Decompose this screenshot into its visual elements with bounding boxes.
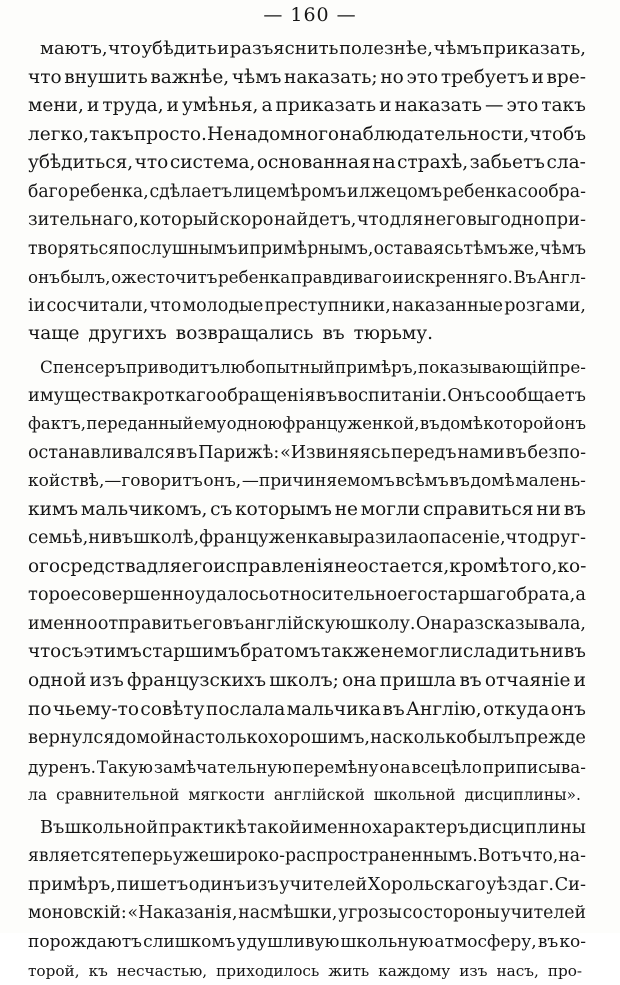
text-line: маютъ, что убѣдить и разъяснить полезнѣе, чѣмъ приказать, [28,35,586,64]
text-line: ого средства для его исправленія не остается, кромѣ того, ко- [28,553,586,582]
text-line: іи сосчитали, что молодые преступники, наказанные розгами, [28,292,586,321]
text-line: одной изъ французскихъ школъ; она пришла въ отчаяніе и [28,667,586,696]
text-line: моновскій: «Наказанія, насмѣшки, угрозы со стороны учителей [28,899,586,928]
text-line: зительнаго, который скоро найдетъ, что для него выгодно при- [28,206,586,235]
text-line: баго ребенка, сдѣлаетъ лицемѣромъ и лжецомъ ребенка сообра- [28,178,586,207]
text-line: по чьему-то совѣту послала мальчика въ Англію, откуда онъ [28,696,586,725]
text-line: примѣръ, пишетъ одинъ изъ учителей Хорольскаго уѣзда г. Си- [28,871,586,900]
text-line: онъ былъ, ожесточитъ ребенка правдиваго и искренняго. Въ Англ- [28,263,586,292]
paragraph [28,35,586,349]
text-line: что внушить важнѣе, чѣмъ наказать; но это требуетъ и вре- [28,64,586,93]
text-line: дуренъ. Такую замѣчательную перемѣну она всецѣло приписыва- [28,753,586,782]
text-line: имущества кроткаго обращенія въ воспитаніи. Онъ сообщаетъ [28,382,586,411]
text-line: Спенсеръ приводитъ любопытный примѣръ, показывающій пре- [28,353,586,382]
text-line: убѣдиться, что система, основанная на страхѣ, забьетъ сла- [28,149,586,178]
text-line: торой, къ несчастью, приходилось жить каждому изъ насъ, про- [28,957,586,985]
text-line: Въ школьной практикѣ такой именно характеръ дисциплины [28,814,586,843]
text-line: мени, и труда, и умѣнья, а приказать и наказать — это такъ [28,92,586,121]
text-line: легко, такъ просто. Не надо много наблюдательности, чтобъ [28,121,586,150]
text-line: койствѣ,—говоритъ онъ, —причиняемомъ всѣмъ въ домѣ малень- [28,467,586,496]
text-line: что съ этимъ старшимъ братомъ также не могли сладить ни въ [28,638,586,667]
text-line: именно отправить его въ англійскую школу. Она разсказывала, [28,610,586,639]
page-number: — 160 — [0,3,620,27]
text-line: останавливался въ Парижѣ: «Извиняясь передъ нами въ безпо- [28,439,586,468]
text-line: фактъ, переданный ему одною француженкой, въ домѣ которой онъ [28,410,586,439]
text-line: творяться послушнымъ и примѣрнымъ, оставаясь тѣмъ же, чѣмъ [28,235,586,264]
text-line: ла сравнительной мягкости англійской школьной дисциплины». [28,781,586,810]
text-line: чаще другихъ возвращались въ тюрьму. [28,320,586,349]
paragraph [28,814,586,985]
body-text [28,35,586,985]
paragraph [28,353,586,810]
text-line: вернулся домой настолько хорошимъ, насколько былъ прежде [28,724,586,753]
text-line: кимъ мальчикомъ, съ которымъ не могли справиться ни въ [28,496,586,525]
text-line: торое совершенно удалось относительно его старшаго брата, а [28,581,586,610]
text-line: семьѣ, ни въ школѣ, француженка выразила опасеніе, что друг- [28,524,586,553]
text-line: порождаютъ слишкомъ удушливую школьную атмосферу, въ ко- [28,928,586,957]
text-line: является теперь уже широко-распространеннымъ. Вотъ что, на- [28,842,586,871]
